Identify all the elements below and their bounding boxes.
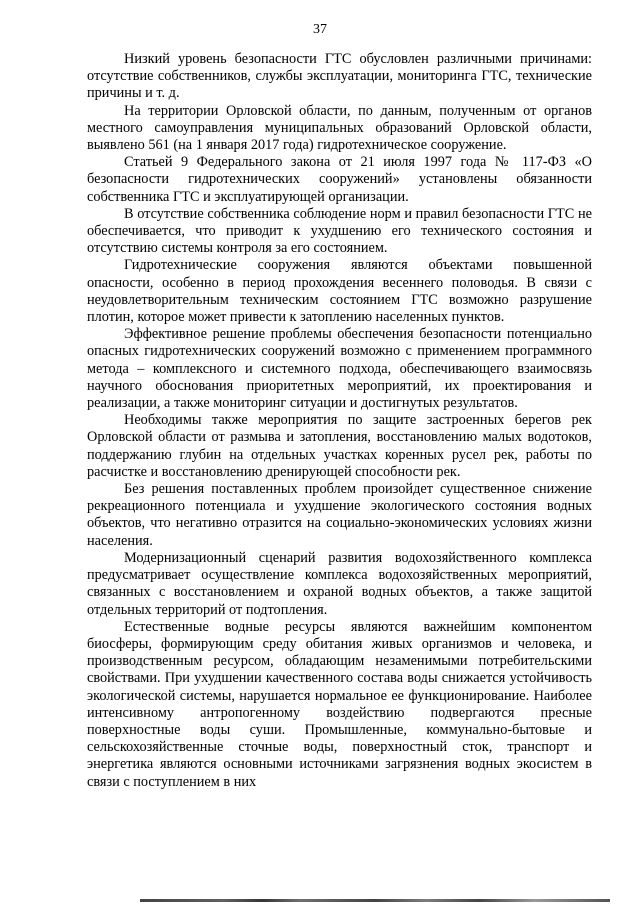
paragraph: Гидротехнические сооружения являются объектами повышенной опасности, особенно в период прохождения весеннего половодья. В связи с неудовлетворительным техническим состоянием ГТС возможно разрушение плотин, которое может привести к затоплению населенных пунктов.	[87, 257, 592, 326]
paragraph: Без решения поставленных проблем произойдет существенное снижение рекреационного потенциала и ухудшение экологического состояния водных объектов, что негативно отразится на социально-экономических условиях жизни населения.	[87, 481, 592, 549]
paragraph: Модернизационный сценарий развития водохозяйственного комплекса предусматривает осуществление комплекса водохозяйственных мероприятий, связанных с восстановлением и охраной водных объектов, а также защитой отдельных территорий от подтопления.	[87, 549, 592, 618]
paragraph: Естественные водные ресурсы являются важнейшим компонентом биосферы, формирующим среду обитания живых организмов и человека, и производственным ресурсом, обладающим незаменимыми потребительскими свойствами. При ухудшении качественного состава воды снижается устойчивость экологической системы, нарушается нормальное ее функционирование. Наиболее интенсивному антропогенному воздействию подвергаются пресные поверхностные воды суши. Промышленные, коммунально-бытовые и сельскохозяйственные сточные воды, поверхностный сток, транспорт и энергетика являются основными источниками загрязнения водных экосистем в связи с поступлением в них	[87, 618, 592, 790]
page-number: 37	[313, 22, 327, 37]
paragraph: Эффективное решение проблемы обеспечения безопасности потенциально опасных гидротехнических сооружений возможно с применением программного метода – комплексного и системного подхода, обеспечивающего взаимосвязь научного обоснования приоритетных мероприятий, их проектирования и реализации, а также мониторинг ситуации и достигнутых результатов.	[87, 326, 592, 412]
body-text	[87, 51, 592, 791]
paragraph: Необходимы также мероприятия по защите застроенных берегов рек Орловской области от размыва и затопления, восстановлению малых водотоков, поддержанию глубин на отдельных участках коренных русел рек, работы по расчистке и восстановлению дренирующей способности рек.	[87, 412, 592, 480]
paragraph: В отсутствие собственника соблюдение норм и правил безопасности ГТС не обеспечивается, что приводит к ухудшению его технического состояния и отсутствию системы контроля за его состоянием.	[87, 205, 592, 257]
paragraph: На территории Орловской области, по данным, полученным от органов местного самоуправления муниципальных образований Орловской области, выявлено 561 (на 1 января 2017 года) гидротехническое сооружение.	[87, 102, 592, 154]
paragraph: Низкий уровень безопасности ГТС обусловлен различными причинами: отсутствие собственников, службы эксплуатации, мониторинга ГТС, технические причины и т. д.	[87, 51, 592, 102]
scan-edge-artifact	[140, 899, 610, 902]
paragraph: Статьей 9 Федерального закона от 21 июля 1997 года № 117-ФЗ «О безопасности гидротехнических сооружений» установлены обязанности собственника ГТС и эксплуатирующей организации.	[87, 154, 592, 205]
